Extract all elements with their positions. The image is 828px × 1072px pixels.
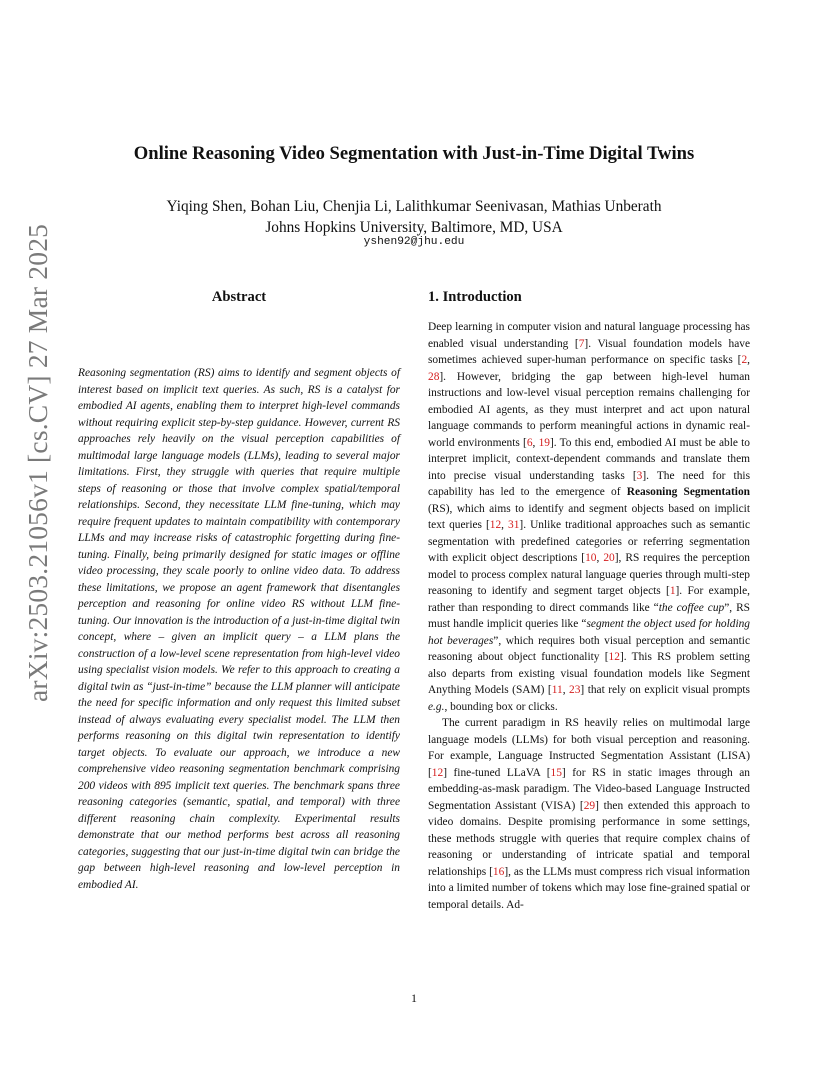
citation-link[interactable]: 11	[551, 684, 563, 696]
author-list: Yiqing Shen, Bohan Liu, Chenjia Li, Lalithkumar Seenivasan, Mathias Unberath	[166, 198, 662, 215]
citation-link[interactable]: 12	[608, 651, 620, 663]
citation-link[interactable]: 1	[669, 585, 676, 597]
term-reasoning-segmentation: Reasoning Segmentation	[626, 486, 750, 498]
example-query: segment the object used for holding hot beverages	[428, 618, 750, 647]
citation-link[interactable]: 20	[603, 552, 615, 564]
citation-link[interactable]: 7	[578, 337, 585, 350]
abstract-heading: Abstract	[211, 289, 267, 305]
citation-link[interactable]: 28	[428, 370, 440, 383]
right-column	[428, 289, 750, 913]
author-email[interactable]: yshen92@jhu.edu	[363, 236, 465, 248]
author-block	[80, 196, 748, 238]
citation-link[interactable]: 6	[526, 436, 533, 449]
citation-link[interactable]: 16	[492, 865, 505, 878]
citation-link[interactable]: 12	[489, 519, 502, 531]
citation-link[interactable]: 3	[636, 469, 643, 482]
citation-link[interactable]: 15	[550, 766, 562, 779]
arxiv-identifier: arXiv:2503.21056v1 [cs.CV] 27 Mar 2025	[22, 223, 53, 702]
example-query: the coffee cup	[658, 601, 725, 614]
left-column	[78, 289, 400, 893]
introduction-heading: 1. Introduction	[428, 289, 522, 305]
page-number: 1	[411, 991, 417, 1005]
citation-link[interactable]: 2	[741, 354, 748, 366]
citation-link[interactable]: 12	[431, 766, 444, 779]
citation-link[interactable]: 31	[508, 519, 520, 531]
citation-link[interactable]: 29	[583, 799, 596, 812]
citation-link[interactable]: 19	[538, 436, 550, 449]
intro-paragraph-1: Deep learning in computer vision and natural language processing has enabled visual understanding [7]. Visual foundation models have sometimes achieved super-human performance on specific tasks [2, 28]. However, bridging the gap between high-level human instructions and low-level visual perception remains challenging for embodied AI agents, as they must interpret and act upon natural language commands to perform meaningful actions in dynamic real-world environments [6, 19]. To this end, embodied AI must be able to interpret implicit, context-dependent commands and translate them into precise visual understanding tasks [3]. The need for this capability has led to the emergence of Reasoning Segmentation (RS), which aims to identify and segment objects based on implicit text queries [12, 31]. Unlike traditional approaches such as semantic segmentation with predefined categories or referring segmentation with explicit object descriptions [10, 20], RS requires the perception model to process complex natural language queries through multi-step reasoning to identify and segment target objects [1]. For example, rather than responding to direct commands like “the coffee cup”, RS must handle implicit queries like “segment the object used for holding hot beverages”, which requires both visual perception and semantic reasoning about object functionality [12]. This RS problem setting also departs from existing visual foundation models like Segment Anything Models (SAM) [11, 23] that rely on explicit visual prompts e.g., bounding box or clicks.	[428, 321, 751, 713]
paper-title: Online Reasoning Video Segmentation with Just-in-Time Digital Twins	[133, 143, 695, 164]
citation-link[interactable]: 23	[569, 684, 581, 696]
abstract-text: Reasoning segmentation (RS) aims to identify and segment objects of interest based on implicit text queries. As such, RS is a catalyst for embodied AI agents, enabling them to interpret high-level commands without requiring explicit step-by-step guidance. However, current RS approaches rely heavily on the visual perception capabilities of multimodal large language models (LLMs), leading to several major limitations. First, they struggle with queries that require multiple steps of reasoning or those that involve complex spatial/temporal relationships. Second, they necessitate LLM fine-tuning, which may require frequent updates to maintain compatibility with contemporary LLMs and may increase risks of catastrophic forgetting during fine-tuning. Finally, being primarily designed for static images or offline video processing, they scale poorly to online video data. To address these limitations, we propose an agent framework that disentangles perception and reasoning for online video RS without LLM fine-tuning. Our innovation is the introduction of a just-in-time digital twin concept, where – given an implicit query – a LLM plans the construction of a low-level scene representation from high-level video using specialist vision models. We refer to this approach to creating a digital twin as “just-in-time” because the LLM planner will anticipate the need for specific information and only request this limited subset instead of always evaluating every specialist model. The LLM then performs reasoning on this digital twin representation to identify target objects. To evaluate our approach, we introduce a new comprehensive video reasoning segmentation benchmark comprising 200 videos with 895 implicit text queries. The benchmark spans three reasoning categories (semantic, spatial, and temporal) with three different reasoning chain complexity. Experimental results demonstrate that our method performs best across all reasoning categories, suggesting that our just-in-time digital twin can bridge the gap between high-level reasoning and low-level perception in embodied AI.	[78, 367, 400, 891]
citation-link[interactable]: 10	[585, 552, 597, 564]
abbrev-eg: e.g.	[428, 700, 445, 713]
intro-paragraph-2: The current paradigm in RS heavily relies on multimodal large language models (LLMs) for both visual perception and reasoning. For example, Language Instructed Segmentation Assistant (LISA) [12] fine-tuned LLaVA [15] for RS in static images through an embedding-as-mask paradigm. The Video-based Language Instructed Segmentation Assistant (VISA) [29] then extended this approach to video domains. Despite promising performance in some settings, these methods struggle with queries that require complex chains of reasoning or understanding of intricate spatial and temporal relationships [16], as the LLMs must compress rich visual information into a limited number of tokens which may lose fine-grained spatial or temporal details. Ad-	[428, 717, 750, 911]
affiliation: Johns Hopkins University, Baltimore, MD, USA	[265, 219, 563, 236]
